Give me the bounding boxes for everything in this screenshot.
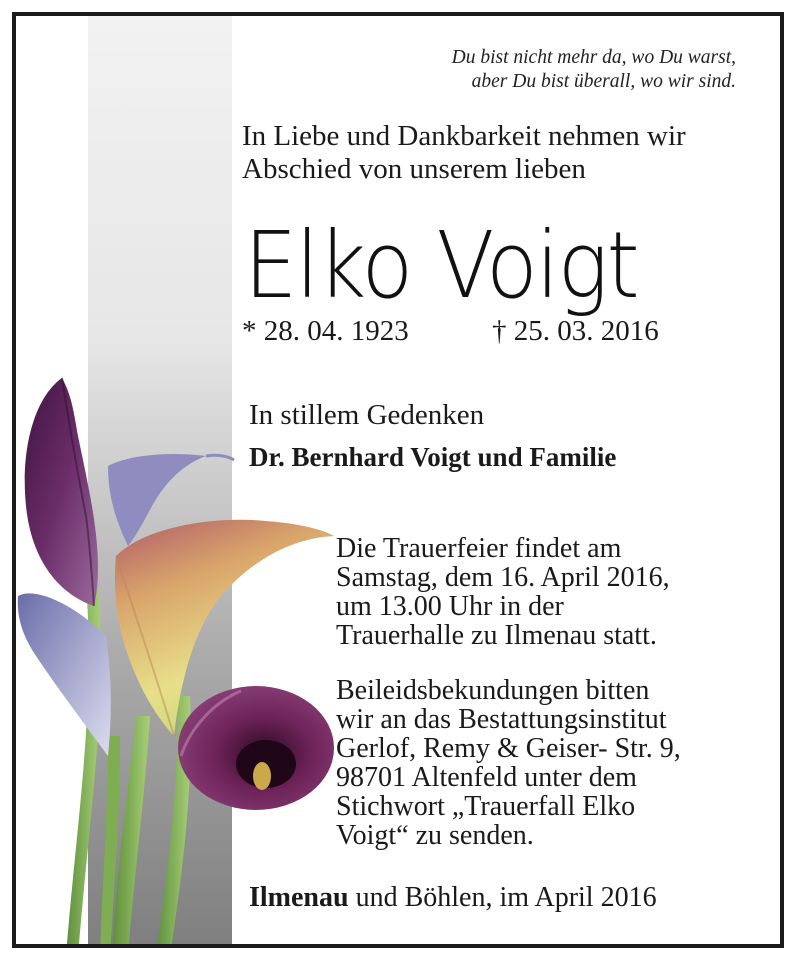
condolence-line: Stichwort „Trauerfall Elko: [336, 791, 636, 822]
obituary-frame: [12, 12, 784, 948]
condolence-line: Voigt“ zu senden.: [336, 820, 534, 851]
condolence-line: 98701 Altenfeld unter dem: [336, 762, 637, 793]
mourner-family: Dr. Bernhard Voigt und Familie: [249, 442, 617, 472]
funeral-line: Samstag, dem 16. April 2016,: [336, 562, 670, 593]
closing-place: Ilmenau: [249, 882, 349, 913]
condolence-line: Gerlof, Remy & Geiser- Str. 9,: [336, 733, 681, 764]
condolence-line: wir an das Bestattungsinstitut: [336, 704, 667, 735]
funeral-line: um 13.00 Uhr in der: [336, 591, 564, 622]
birth-date: * 28. 04. 1923: [242, 315, 409, 347]
quote-line: aber Du bist überall, wo wir sind.: [471, 71, 736, 92]
deceased-name: Elko Voigt: [244, 212, 638, 319]
intro-line: In Liebe und Dankbarkeit nehmen wir: [242, 120, 686, 152]
closing-rest: und Böhlen, im April 2016: [348, 882, 657, 913]
intro-line: Abschied von unserem lieben: [242, 153, 586, 185]
intro-text: [242, 120, 686, 186]
quote-text: [452, 46, 736, 94]
closing-line: [249, 882, 657, 914]
life-dates: [242, 314, 692, 348]
death-date: † 25. 03. 2016: [492, 315, 659, 347]
condolence-info: [336, 676, 766, 850]
mourning-line: In stillem Gedenken: [249, 399, 485, 431]
funeral-line: Trauerhalle zu Ilmenau statt.: [336, 620, 657, 651]
condolence-line: Beileidsbekundungen bitten: [336, 675, 650, 706]
quote-line: Du bist nicht mehr da, wo Du warst,: [451, 47, 736, 68]
funeral-line: Die Trauerfeier findet am: [336, 533, 622, 564]
funeral-info: [336, 534, 670, 650]
